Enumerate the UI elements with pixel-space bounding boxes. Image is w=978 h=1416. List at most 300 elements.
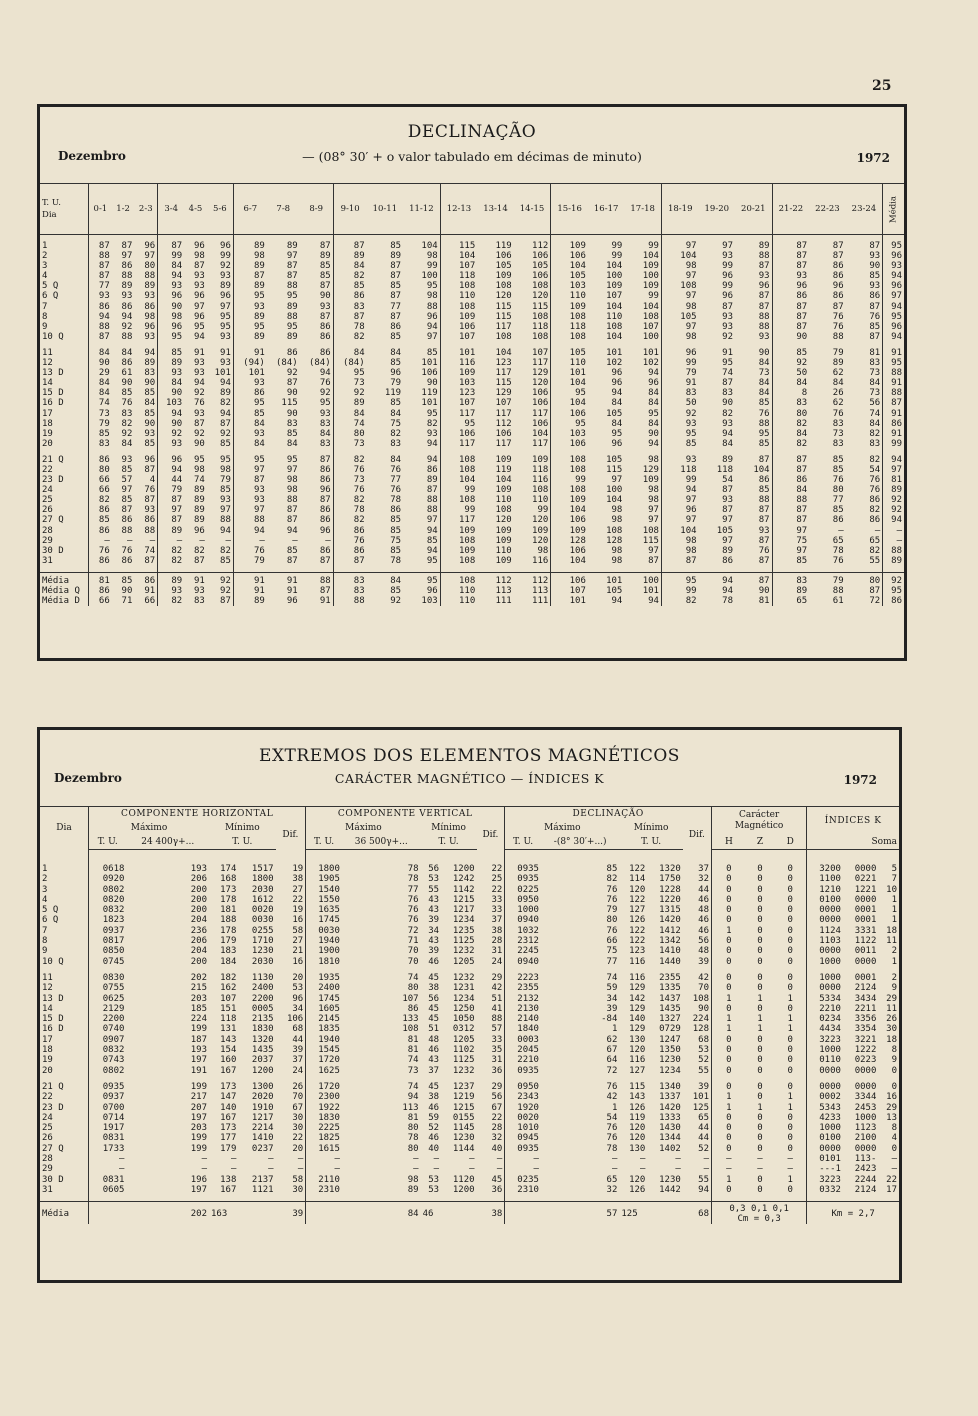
value-cell: 95 [403, 556, 440, 566]
value-cell: — [757, 1154, 763, 1165]
value-cell: 34 [428, 925, 440, 936]
value-cell: 2310 [318, 1184, 340, 1195]
value-cell: 1320 [251, 1034, 274, 1045]
value-cell: — [639, 1154, 646, 1165]
value-cell: 98 [514, 546, 551, 556]
day-cell: 4 [40, 271, 89, 281]
value-cell: 151 [220, 1003, 237, 1014]
value-cell: 203 [190, 1123, 208, 1134]
value-cell: 109 [495, 485, 512, 496]
value-cell: 39 [428, 915, 440, 926]
value-cell: — [104, 535, 110, 546]
value-cell: 2200 [251, 993, 274, 1004]
spacer-cell [89, 850, 127, 865]
value-cell: 84 [254, 438, 265, 449]
extremes-subtitle: CARÁCTER MAGNÉTICO — ÍNDICES K [334, 771, 605, 786]
value-cell: 83 [98, 438, 110, 449]
value-cell: 91 [193, 347, 205, 358]
hour-header: 9-10 [333, 184, 366, 235]
value-cell: 90 [300, 291, 333, 301]
value-cell: 92 [207, 261, 234, 271]
value-cell: 87 [286, 505, 298, 516]
value-cell: 27 [276, 936, 306, 946]
value-cell: 73 [846, 388, 883, 398]
value-cell: 104 [459, 251, 476, 262]
mean-z-min: 46 [421, 1202, 441, 1225]
value-cell: 1000 [517, 905, 539, 916]
value-cell: 76 [300, 378, 333, 388]
value-cell: 2400 [251, 983, 274, 994]
value-cell: 94 [193, 331, 205, 342]
value-cell: 1145 [452, 1123, 475, 1134]
value-cell: 2400 [318, 983, 340, 994]
value-cell: 118 [569, 321, 586, 332]
value-cell: 0 [774, 983, 807, 993]
value-cell: 109 [514, 455, 551, 465]
table-row [40, 1055, 899, 1065]
value-cell: 1 [726, 1024, 732, 1035]
value-cell: 199 [190, 1024, 208, 1035]
mean-value: 61 [832, 596, 844, 607]
mean-value: 96 [286, 596, 298, 607]
table-row [40, 271, 904, 281]
value-cell: 182 [220, 972, 237, 983]
value-cell: 109 [495, 454, 512, 465]
value-cell: 202 [190, 972, 208, 983]
value-cell: 0155 [452, 1112, 475, 1123]
value-cell: 1124 [819, 925, 841, 936]
value-cell: 95 [171, 331, 183, 342]
value-cell: 0000 [854, 1065, 877, 1076]
value-cell: 106 [569, 515, 586, 526]
value-cell: 0255 [251, 925, 274, 936]
value-cell: 88 [735, 322, 772, 332]
value-cell: 84 [796, 378, 808, 389]
value-cell: 87 [846, 241, 883, 251]
value-cell: 83 [134, 368, 157, 378]
value-cell: 78 [390, 555, 402, 566]
value-cell: 83 [390, 438, 402, 449]
value-cell: 96 [171, 454, 183, 465]
value-cell: 103 [459, 378, 476, 389]
value-cell: 76 [832, 555, 844, 566]
value-cell: 46 [428, 1133, 440, 1144]
value-cell: 99 [722, 261, 733, 272]
value-cell: 101 [248, 368, 265, 379]
value-cell: 86 [353, 545, 365, 556]
value-cell: 101 [403, 358, 440, 368]
value-cell: 84 [735, 358, 772, 368]
value-cell: 1221 [854, 884, 877, 895]
value-cell: 1720 [318, 1081, 340, 1092]
value-cell: 94 [611, 388, 623, 399]
value-cell: 115 [629, 1081, 646, 1092]
value-cell: 0 [774, 936, 807, 946]
value-cell: 95 [722, 358, 733, 369]
value-cell: 120 [514, 378, 551, 388]
value-cell: 86 [300, 332, 333, 342]
value-cell: 81 [407, 1045, 419, 1056]
mean-cell: 93 [883, 261, 904, 271]
value-cell: 84 [624, 388, 661, 398]
value-cell: 84 [832, 378, 844, 389]
value-cell: 224 [190, 1014, 208, 1025]
spacer-cell [647, 850, 682, 865]
mean-cell: 87 [883, 398, 904, 408]
value-cell: 52 [683, 1144, 712, 1154]
value-cell: 90 [286, 408, 298, 419]
value-cell: 83 [846, 358, 883, 368]
mean-label: Média [40, 572, 89, 586]
value-cell: 105 [606, 408, 623, 419]
value-cell: 90 [171, 418, 183, 429]
value-cell: — [126, 535, 133, 546]
value-cell: 86 [300, 546, 333, 556]
mean-cell: 94 [883, 515, 904, 525]
mean-value: 82 [171, 596, 183, 607]
value-cell: 0223 [854, 1055, 877, 1066]
z-base: 36 500γ+... [342, 835, 421, 850]
value-cell: 29 [98, 368, 110, 379]
table-row [40, 465, 904, 475]
value-cell: 2045 [517, 1045, 539, 1056]
day-cell: 5 Q [40, 905, 89, 915]
value-cell: 94 [171, 271, 183, 282]
value-cell: 88 [735, 495, 772, 505]
value-cell: 0740 [102, 1024, 125, 1035]
value-cell: 85 [390, 358, 402, 369]
value-cell: 120 [514, 536, 551, 546]
value-cell: 89 [134, 358, 157, 368]
value-cell: — [413, 1154, 419, 1165]
value-cell: 103 [569, 428, 586, 439]
value-cell: 87 [735, 302, 772, 312]
value-cell: 89 [134, 281, 157, 291]
value-cell: 76 [832, 408, 844, 419]
value-cell: — [477, 1154, 505, 1164]
value-cell: 101 [459, 347, 476, 358]
day-cell: 3 [40, 261, 89, 271]
value-cell: 89 [407, 1184, 419, 1195]
value-cell: 74 [407, 1055, 419, 1066]
value-cell: 58 [276, 1175, 306, 1185]
value-cell: 0110 [819, 1055, 841, 1066]
value-cell: 51 [428, 1024, 440, 1035]
value-cell: 179 [220, 1143, 237, 1154]
value-cell: 1 [726, 1102, 732, 1113]
value-cell: 87 [846, 302, 883, 312]
value-cell: 1615 [318, 1143, 340, 1154]
value-cell: 31 [477, 946, 505, 956]
value-cell: 1315 [659, 905, 681, 916]
value-cell: 117 [495, 408, 512, 419]
value-cell: 0743 [102, 1055, 125, 1066]
cm-value: Cm = 0,3 [737, 1214, 781, 1225]
value-cell: 86 [121, 555, 133, 566]
hour-header: 19-20 [699, 184, 735, 235]
value-cell: 96 [207, 241, 234, 251]
value-cell: 43 [428, 936, 440, 947]
value-cell: 115 [281, 398, 298, 409]
value-cell: 65 [683, 1113, 712, 1123]
value-cell: 98 [624, 455, 661, 465]
value-cell: 59 [606, 983, 618, 994]
mean-value: 78 [722, 596, 733, 607]
value-cell: 88 [832, 331, 844, 342]
day-cell: 25 [40, 1123, 89, 1133]
value-cell: 167 [220, 1112, 237, 1123]
mean-value: 101 [569, 596, 586, 607]
mean-value: 87 [207, 596, 234, 606]
value-cell: 203 [190, 993, 208, 1004]
value-cell: 100 [606, 485, 623, 496]
value-cell: 0 [774, 973, 807, 983]
value-cell: 97 [685, 241, 697, 251]
value-cell: 104 [495, 475, 512, 486]
value-cell: 84 [121, 438, 133, 449]
value-cell: 109 [495, 535, 512, 546]
value-cell: 64 [606, 1055, 618, 1066]
value-cell: 0221 [854, 874, 877, 885]
spacer-cell [683, 850, 712, 865]
value-cell: 106 [514, 251, 551, 261]
value-cell: 86 [407, 1003, 419, 1014]
value-cell: 85 [286, 545, 298, 556]
value-cell: 87 [796, 251, 808, 262]
value-cell: 38 [477, 926, 505, 936]
value-cell: 108 [569, 464, 586, 475]
value-cell: 97 [722, 535, 733, 546]
mean-cell: 95 [883, 358, 904, 368]
value-cell: 87 [624, 556, 661, 566]
value-cell: 87 [796, 515, 808, 526]
value-cell: 80 [407, 1143, 419, 1154]
value-cell: 94 [722, 428, 733, 439]
value-cell: 93 [735, 526, 772, 536]
value-cell: 76 [846, 485, 883, 495]
value-cell: 73 [353, 438, 365, 449]
extremes-table-body [40, 850, 899, 1225]
value-cell: 87 [193, 261, 205, 272]
value-cell: 77 [407, 884, 419, 895]
table-row [40, 1066, 899, 1076]
value-cell: 9 [891, 983, 897, 994]
value-cell: 94 [624, 368, 661, 378]
value-cell: 108 [683, 994, 712, 1004]
value-cell: 106 [459, 428, 476, 439]
value-cell: 167 [220, 1065, 237, 1076]
value-cell: 1 [774, 1024, 807, 1034]
value-cell: 86 [832, 515, 844, 526]
value-cell: 87 [300, 495, 333, 505]
value-cell: 98 [286, 485, 298, 496]
value-cell: 110 [459, 291, 476, 302]
value-cell: 39 [428, 946, 440, 957]
value-cell: 0714 [102, 1112, 125, 1123]
value-cell: 1235 [452, 925, 475, 936]
value-cell: 97 [286, 464, 298, 475]
value-cell: 1605 [318, 1003, 340, 1014]
value-cell: 104 [569, 505, 586, 516]
value-cell: 108 [459, 301, 476, 312]
value-cell: 59 [428, 1112, 440, 1123]
value-cell: 204 [190, 946, 208, 957]
value-cell: 82 [353, 331, 365, 342]
value-cell: 50 [796, 368, 808, 379]
value-cell: 48 [683, 905, 712, 915]
value-cell: 1920 [517, 1102, 539, 1113]
value-cell: 0 [774, 957, 807, 967]
value-cell: 3223 [819, 1034, 841, 1045]
value-cell: 84 [98, 378, 110, 389]
value-cell: 84 [171, 261, 183, 272]
table-row [40, 302, 904, 312]
value-cell: 0940 [517, 956, 539, 967]
spacer-cell [238, 1202, 275, 1225]
value-cell: 122 [629, 925, 646, 936]
mean-cell: 88 [883, 388, 904, 398]
value-cell: 88 [796, 495, 808, 506]
value-cell: 85 [832, 454, 844, 465]
value-cell: 92 [193, 388, 205, 399]
day-cell: 15 D [40, 1014, 89, 1024]
value-cell: 0000 [854, 956, 877, 967]
d-min-header: Mínimo [633, 823, 669, 833]
table-row [40, 1164, 899, 1174]
value-cell: 86 [390, 321, 402, 332]
value-cell: 2423 [854, 1164, 877, 1175]
value-cell: 87 [722, 301, 733, 312]
mean-value: 112 [477, 572, 513, 586]
value-cell: 104 [569, 261, 586, 272]
value-cell: 80 [606, 915, 618, 926]
value-cell: 0000 [854, 1081, 877, 1092]
value-cell: 99 [624, 291, 661, 301]
value-cell: — [675, 1164, 681, 1175]
value-cell: 79 [207, 475, 234, 485]
value-cell: 129 [629, 983, 646, 994]
value-cell: 52 [428, 1123, 440, 1134]
value-cell: 87 [134, 495, 157, 505]
day-cell: 10 Q [40, 957, 89, 967]
value-cell: 95 [575, 388, 586, 399]
value-cell: 95 [611, 428, 623, 439]
value-cell: 104 [680, 251, 697, 262]
mean-value: 93 [193, 586, 205, 596]
value-cell: 87 [121, 241, 133, 251]
value-cell: 87 [171, 515, 183, 526]
value-cell: 87 [98, 331, 110, 342]
day-cell: 29 [40, 1164, 89, 1174]
value-cell: 1220 [659, 894, 681, 905]
value-cell: 86 [796, 291, 808, 302]
value-cell: 44 [683, 1123, 712, 1133]
value-cell: 1825 [318, 1133, 340, 1144]
value-cell: — [201, 1154, 208, 1165]
table-row [40, 291, 904, 301]
spacer-cell [712, 850, 746, 865]
value-cell: 115 [495, 378, 512, 389]
value-cell: 77 [390, 475, 402, 486]
value-cell: 1517 [251, 864, 274, 874]
value-cell: 76 [134, 485, 157, 495]
value-cell: 86 [300, 322, 333, 332]
value-cell: 120 [495, 515, 512, 526]
value-cell: 87 [286, 515, 298, 526]
value-cell: 0625 [102, 993, 125, 1004]
value-cell: 82 [796, 438, 808, 449]
value-cell: 95 [286, 321, 298, 332]
value-cell: 3331 [854, 925, 877, 936]
value-cell: 99 [403, 261, 440, 271]
table-row [40, 874, 899, 884]
value-cell: 125 [683, 1103, 712, 1113]
day-cell: 5 Q [40, 281, 89, 291]
mean-value: 111 [495, 596, 512, 607]
mean-value: 72 [846, 596, 883, 606]
value-cell: 1 [757, 1102, 763, 1113]
extremes-panel [37, 727, 902, 1283]
day-cell: 8 [40, 936, 89, 946]
value-cell: 0 [774, 1045, 807, 1055]
value-cell: 93 [207, 332, 234, 342]
value-cell: 92 [171, 428, 183, 439]
value-cell: 1232 [452, 946, 475, 957]
value-cell: 66 [98, 475, 110, 486]
value-cell: 0 [726, 894, 732, 905]
value-cell: 41 [477, 1004, 505, 1014]
value-cell: 2037 [251, 1055, 274, 1066]
value-cell: 85 [796, 555, 808, 566]
value-cell: 97 [624, 546, 661, 556]
value-cell: 5 [891, 864, 897, 874]
value-cell: 0 [757, 925, 763, 936]
value-cell: 16 [886, 1092, 897, 1103]
value-cell: 0 [757, 972, 763, 983]
day-cell: 27 Q [40, 1144, 89, 1154]
table-row [40, 332, 904, 342]
value-cell: 78 [407, 1133, 419, 1144]
value-cell: 2244 [854, 1174, 877, 1185]
value-cell: 84 [390, 454, 402, 465]
value-cell: ---1 [819, 1164, 841, 1175]
mean-value: 105 [606, 586, 623, 596]
mean-value: 110 [459, 596, 476, 607]
value-cell: 88 [735, 312, 772, 322]
value-cell: 75 [606, 946, 618, 957]
value-cell: 101 [207, 368, 234, 378]
value-cell: 96 [390, 368, 402, 379]
value-cell: 67 [276, 1103, 306, 1113]
value-cell: 122 [629, 894, 646, 905]
value-cell: 1350 [659, 1045, 681, 1056]
value-cell: 86 [832, 291, 844, 302]
value-cell: 0618 [102, 864, 125, 874]
value-cell: 76 [606, 925, 618, 936]
value-cell: 0332 [819, 1184, 841, 1195]
char-header: Carácter Magnético [712, 807, 807, 836]
value-cell: 1 [774, 1014, 807, 1024]
value-cell: 79 [606, 905, 618, 916]
value-cell: 130 [629, 1143, 646, 1154]
day-cell: 7 [40, 302, 89, 312]
mean-value: 108 [440, 572, 477, 586]
value-cell: 114 [629, 874, 646, 885]
value-cell: 107 [606, 291, 623, 302]
mean-value: 91 [134, 586, 157, 596]
value-cell: 11 [886, 1003, 897, 1014]
value-cell: 50 [685, 398, 697, 409]
